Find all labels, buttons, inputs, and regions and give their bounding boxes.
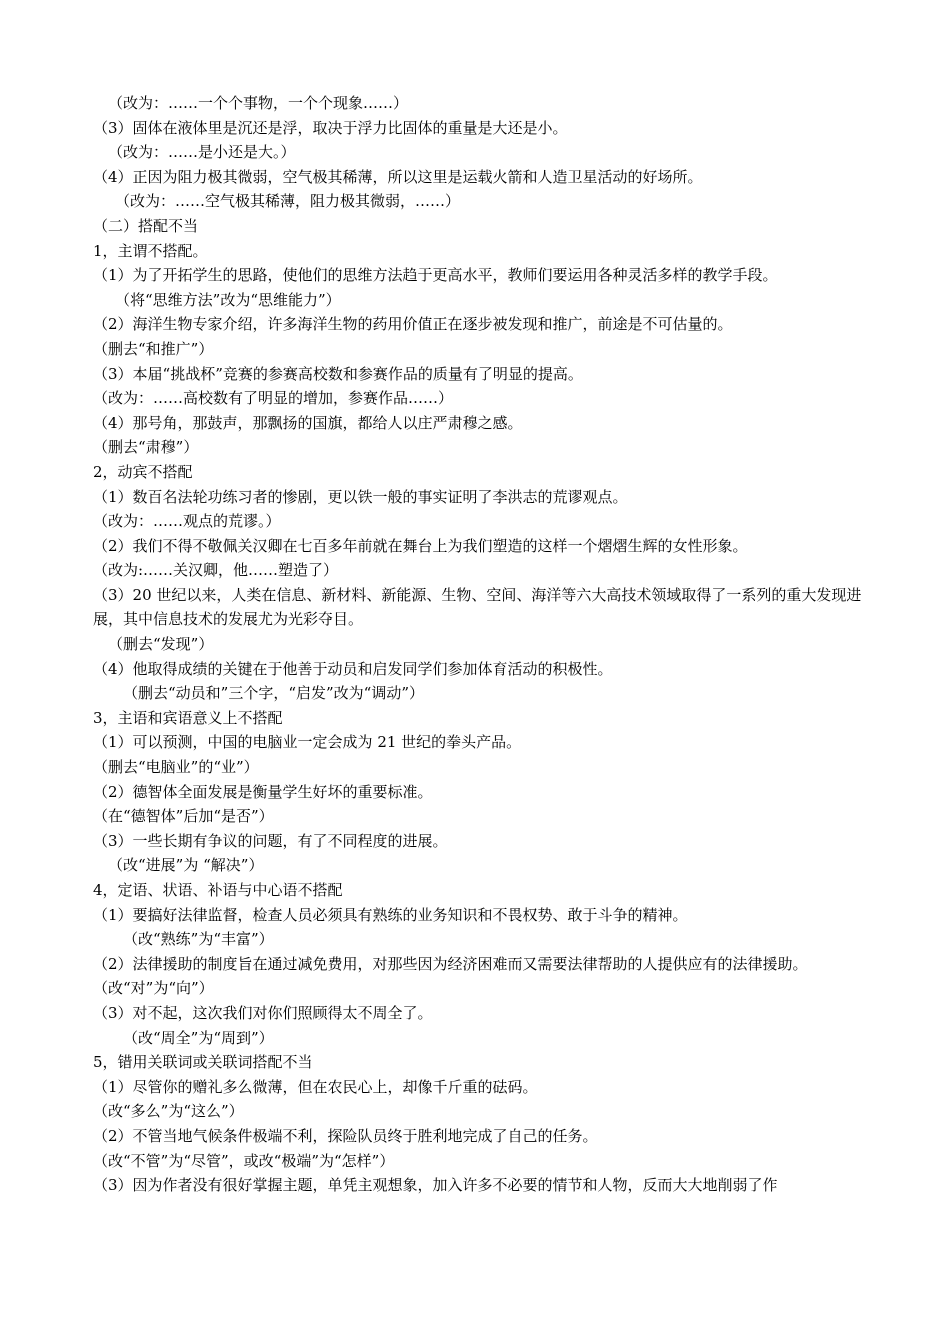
text-line: （1）为了开拓学生的思路，使他们的思维方法趋于更高水平，教师们要运用各种灵活多样的教学手段。 — [93, 266, 778, 285]
text-line: （删去“动员和”三个字，“启发”改为“调动”） — [123, 684, 425, 703]
text-line: （改为：……一个个事物，一个个现象……） — [108, 94, 409, 112]
text-line: 5，错用关联词或关联词搭配不当 — [93, 1053, 313, 1072]
text-line: （2）法律援助的制度旨在通过减免费用，对那些因为经济困难而又需要法律帮助的人提供应有的法律援助。 — [93, 954, 808, 973]
text-line: 4，定语、状语、补语与中心语不搭配 — [93, 881, 343, 899]
text-line: （2）我们不得不敬佩关汉卿在七百多年前就在舞台上为我们塑造的这样一个熠熠生辉的女性形象。 — [93, 536, 748, 555]
text-line: （3）本届“挑战杯”竞赛的参赛高校数和参赛作品的质量有了明显的提高。 — [93, 364, 583, 383]
text-line: （改为：……高校数有了明显的增加，参赛作品……） — [93, 389, 454, 408]
text-line: （删去“发现”） — [108, 635, 214, 654]
text-line: （改为:……关汉卿，他……塑造了） — [93, 561, 339, 580]
text-line: （改“熟练”为“丰富”） — [123, 930, 274, 949]
text-line: （删去“电脑业”的“业”） — [93, 758, 259, 777]
text-line: （2）不管当地气候条件极端不利，探险队员终于胜利地完成了自己的任务。 — [93, 1126, 598, 1145]
text-line: （4）正因为阻力极其微弱，空气极其稀薄，所以这里是运载火箭和人造卫星活动的好场所。 — [93, 167, 703, 186]
text-line: （3）因为作者没有很好掌握主题，单凭主观想象，加入许多不必要的情节和人物，反而大大地削弱了作 — [93, 1176, 778, 1195]
text-line: （1）数百名法轮功练习者的惨剧，更以铁一般的事实证明了李洪志的荒谬观点。 — [93, 487, 628, 506]
text-line: （删去“肃穆”） — [93, 438, 199, 457]
text-line: （改“对”为“向”） — [93, 979, 214, 998]
text-line: 1，主谓不搭配。 — [93, 241, 208, 260]
text-line: （4）那号角，那鼓声，那飘扬的国旗，都给人以庄严肃穆之感。 — [93, 413, 523, 432]
text-line: （1）要搞好法律监督，检查人员必须具有熟练的业务知识和不畏权势、敢于斗争的精神。 — [93, 905, 688, 924]
text-line: （改“不管”为“尽管”，或改“极端”为“怎样”） — [93, 1151, 395, 1170]
text-line: （3）一些长期有争议的问题，有了不同程度的进展。 — [93, 831, 448, 850]
text-line: （改为：……观点的荒谬。） — [93, 512, 281, 531]
text-line: （1）可以预测，中国的电脑业一定会成为 21 世纪的拳头产品。 — [93, 733, 522, 752]
text-line: （3）固体在液体里是沉还是浮，取决于浮力比固体的重量是大还是小。 — [93, 118, 568, 137]
text-line: （二）搭配不当 — [93, 216, 199, 235]
text-line: （2）德智体全面发展是衡量学生好坏的重要标准。 — [93, 782, 433, 801]
text-line: （将“思维方法”改为“思维能力”） — [115, 290, 341, 309]
text-line: （改为：……是小还是大。） — [108, 143, 296, 162]
text-line: （4）他取得成绩的关键在于他善于动员和启发同学们参加体育活动的积极性。 — [93, 659, 613, 678]
document-body — [93, 91, 890, 1198]
text-line: （1）尽管你的赠礼多么微薄，但在农民心上，却像千斤重的砝码。 — [93, 1077, 538, 1096]
text-line: 2，动宾不搭配 — [93, 462, 193, 481]
text-line: （改“多么”为“这么”） — [93, 1102, 244, 1121]
text-line: （改“周全”为“周到”） — [123, 1028, 274, 1047]
text-line: （改“进展”为 “解决”） — [108, 856, 264, 875]
text-line: （3）对不起，这次我们对你们照顾得太不周全了。 — [93, 1003, 433, 1022]
text-line: （2）海洋生物专家介绍，许多海洋生物的药用价值正在逐步被发现和推广，前途是不可估量的。 — [93, 315, 733, 334]
text-line: （改为：……空气极其稀薄，阻力极其微弱，……） — [115, 192, 461, 211]
text-line: （在“德智体”后加“是否”） — [93, 807, 274, 826]
text-line: 3，主语和宾语意义上不搭配 — [93, 708, 283, 727]
text-line: （删去“和推广”） — [93, 339, 214, 358]
text-line: （3）20 世纪以来，人类在信息、新材料、新能源、生物、空间、海洋等六大高技术领域取得了一系列的重大发现进展，其中信息技术的发展尤为光彩夺目。 — [93, 585, 862, 629]
